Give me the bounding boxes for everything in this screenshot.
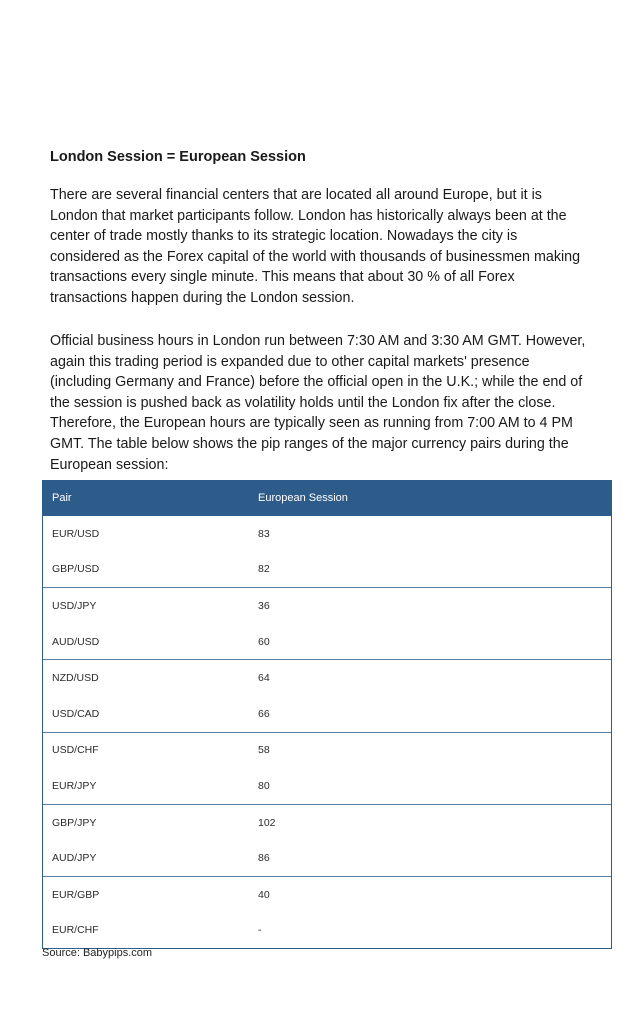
pair-cell: USD/CHF bbox=[52, 744, 99, 757]
value-cell: 64 bbox=[258, 672, 270, 685]
value-cell: 36 bbox=[258, 599, 270, 612]
table-row bbox=[43, 733, 611, 769]
table-row-group bbox=[43, 876, 611, 948]
paragraph-2: Official business hours in London run between 7:30 AM and 3:30 AM GMT. However, again this trading period is expanded due to other capital markets' presence (including Germany and France) before the official open in the U.K.; while the end of the session is pushed back as volatility holds until the London fix after the close. Therefore, the European hours are typically seen as running from 7:00 AM to 4 PM GMT. The table below shows the pip ranges of the major currency pairs during the European session: bbox=[50, 333, 586, 473]
table-row bbox=[43, 840, 611, 876]
table-row bbox=[43, 516, 611, 552]
table-row-group bbox=[43, 732, 611, 804]
table-row-group bbox=[43, 587, 611, 659]
source-caption: Source: Babypips.com bbox=[42, 947, 153, 959]
pip-range-table bbox=[42, 480, 612, 949]
table-row-group bbox=[43, 804, 611, 876]
pair-cell: GBP/USD bbox=[52, 563, 100, 576]
column-header-european-session: European Session bbox=[258, 492, 348, 504]
value-cell: 58 bbox=[258, 744, 270, 757]
value-cell: 102 bbox=[258, 816, 276, 829]
value-cell: 60 bbox=[258, 635, 270, 648]
table-row bbox=[43, 552, 611, 588]
pair-cell: USD/CAD bbox=[52, 707, 100, 720]
value-cell: 80 bbox=[258, 779, 270, 792]
section-heading: London Session = European Session bbox=[50, 149, 306, 165]
pair-cell: AUD/JPY bbox=[52, 852, 97, 865]
table-row bbox=[43, 660, 611, 696]
column-header-pair: Pair bbox=[52, 492, 72, 504]
table-row bbox=[43, 768, 611, 804]
paragraph-1: There are several financial centers that are located all around Europe, but it is London that market participants follow. London has historically always been at the center of trade mostly thanks to its strategic location. Nowadays the city is considered as the Forex capital of the world with thousands of businessmen making transactions every single minute. This means that about 30 % of all Forex transactions happen during the London session. bbox=[50, 187, 581, 306]
pair-cell: USD/JPY bbox=[52, 599, 97, 612]
pair-cell: EUR/GBP bbox=[52, 888, 100, 901]
table-row bbox=[43, 624, 611, 660]
pair-cell: EUR/USD bbox=[52, 527, 100, 540]
table-header bbox=[43, 480, 611, 516]
value-cell: 86 bbox=[258, 852, 270, 865]
pair-cell: NZD/USD bbox=[52, 672, 99, 685]
table-row-group bbox=[43, 659, 611, 731]
value-cell: 66 bbox=[258, 707, 270, 720]
value-cell: 82 bbox=[258, 563, 270, 576]
value-cell: 83 bbox=[258, 527, 270, 540]
table-row bbox=[43, 877, 611, 913]
pair-cell: GBP/JPY bbox=[52, 816, 97, 829]
pair-cell: EUR/JPY bbox=[52, 779, 97, 792]
table-row bbox=[43, 588, 611, 624]
pair-cell: AUD/USD bbox=[52, 635, 100, 648]
value-cell: 40 bbox=[258, 888, 270, 901]
value-cell: - bbox=[258, 924, 262, 937]
table-row bbox=[43, 805, 611, 841]
table-row bbox=[43, 913, 611, 949]
table-row-group bbox=[43, 516, 611, 587]
pair-cell: EUR/CHF bbox=[52, 924, 99, 937]
table-row bbox=[43, 696, 611, 732]
